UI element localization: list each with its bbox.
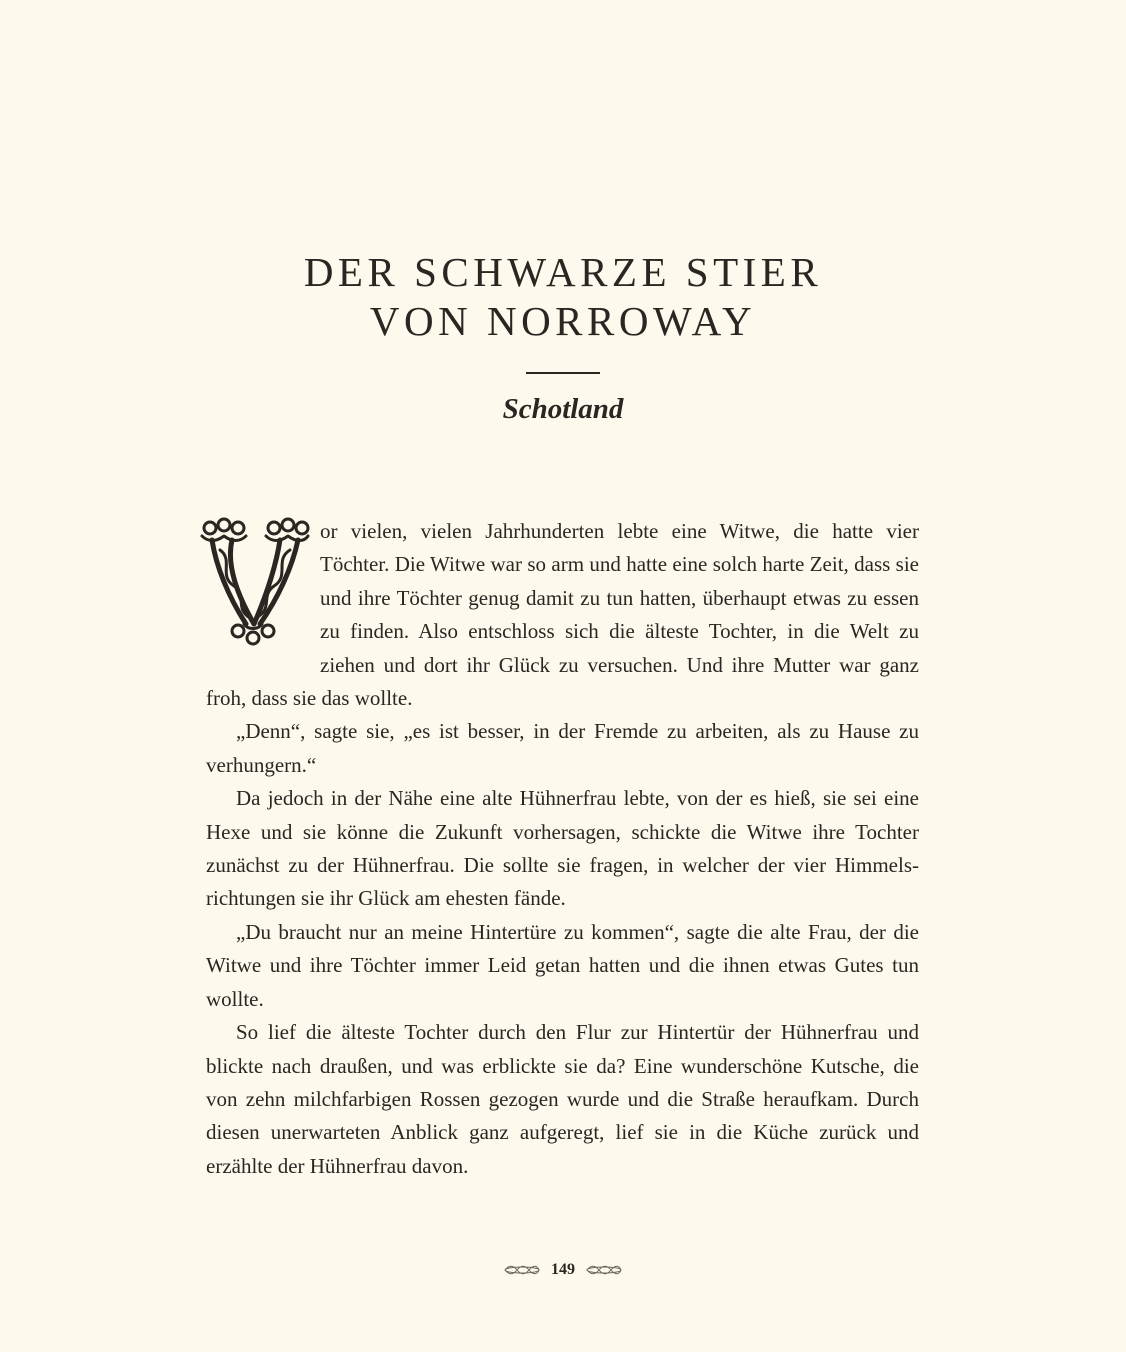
paragraph-opening bbox=[206, 515, 919, 715]
opening-paragraph-text: or vielen, vielen Jahrhunderten lebte eine Witwe, die hatte vier Töchter. Die Witwe war so arm und hatte eine solch harte Zeit, dass sie und ihre Töchter genug damit zu tun hatten, überhaupt etwas zu essen zu finden. Also entschloss sich die älteste Tochter, in die Welt zu ziehen und dort ihr Glück zu versuchen. Und ihre Mutter war ganz froh, dass sie das wollte. bbox=[206, 519, 919, 711]
paragraph: So lief die älteste Tochter durch den Flur zur Hintertür der Hühnerfrau und blickte nach draußen, und was erblickte sie da? Eine wunderschöne Kutsche, die von zehn milchfarbigen Rossen gezogen wurde und die Straße heraufkam. Durch diesen unerwarteten Anblick ganz aufgeregt, lief sie in die Küche zurück und erzählte der Hühnerfrau davon. bbox=[206, 1020, 919, 1178]
dropcap-spacer bbox=[206, 515, 320, 681]
chapter-title bbox=[0, 248, 1126, 346]
paragraph: Da jedoch in der Nähe eine alte Hühnerfrau lebte, von der es hieß, sie sei eine Hexe und sie könne die Zukunft vorhersagen, schickte die Witwe ihre Tochter zunächst zu der Hühnerfrau. Die sollte sie fragen, in welcher der vier Himmelsrichtungen sie ihr Glück am ehesten fände. bbox=[206, 786, 919, 911]
body-text bbox=[206, 515, 919, 1183]
chapter-title-line-2: VON NORROWAY bbox=[369, 298, 757, 344]
chapter-subtitle: Schotland bbox=[502, 393, 624, 425]
paragraph: „Denn“, sagte sie, „es ist besser, in der Fremde zu arbeiten, als zu Hause zu verhungern.“ bbox=[206, 719, 919, 777]
page-number: 149 bbox=[551, 1261, 575, 1278]
left-ornament-icon bbox=[503, 1264, 541, 1276]
paragraph: „Du braucht nur an meine Hintertüre zu kommen“, sagte die alte Frau, der die Witwe und ihre Töchter immer Leid getan hatten und die ihnen etwas Gutes tun wollte. bbox=[206, 919, 919, 1011]
right-ornament-icon bbox=[585, 1264, 623, 1276]
title-divider bbox=[526, 372, 600, 374]
chapter-title-line-1: DER SCHWARZE STIER bbox=[303, 249, 823, 295]
page-footer bbox=[0, 1258, 1126, 1282]
